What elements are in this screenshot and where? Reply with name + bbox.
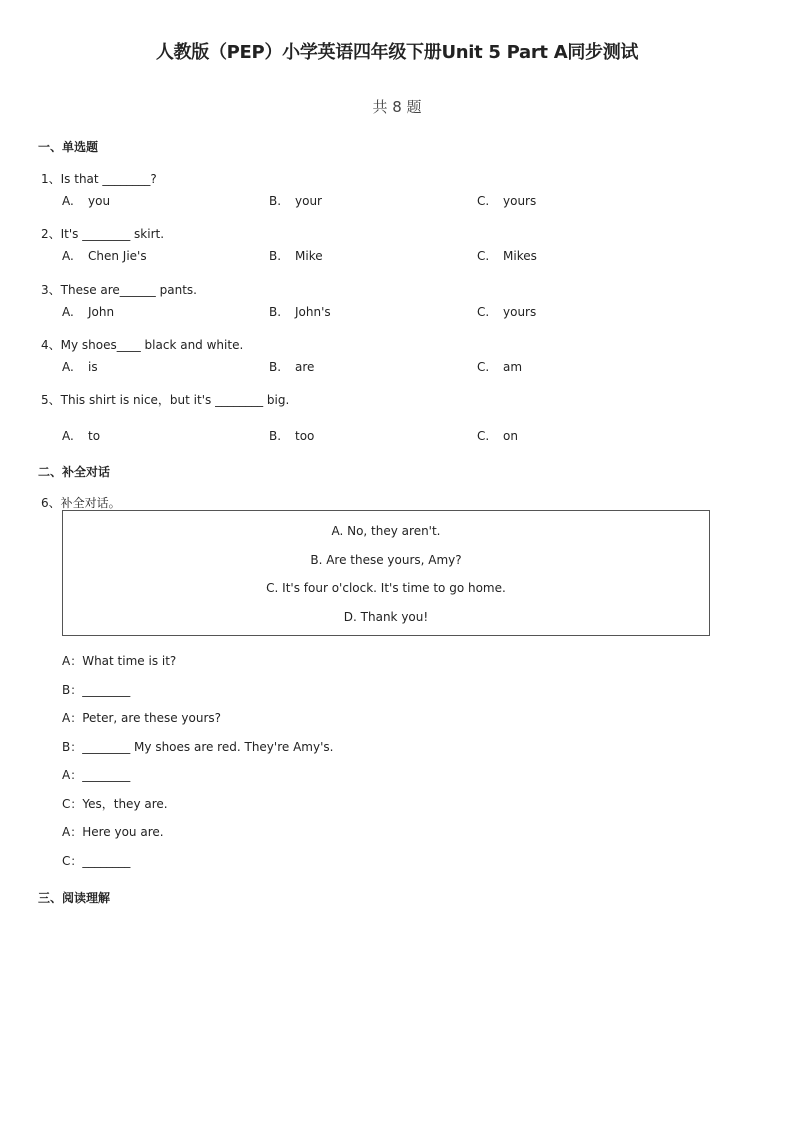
dialog-line: B：________ My shoes are red. They're Amy's. xyxy=(62,740,334,754)
dialog-line: A：Peter, are these yours? xyxy=(62,711,222,725)
section-heading-reading: 三、阅读理解 xyxy=(38,891,111,905)
question-stem-4: 4、My shoes____ black and white. xyxy=(41,338,244,352)
dialog-choice-c: C. It's four o'clock. It's time to go home. xyxy=(266,581,506,595)
question-stem-2: 2、It's ________ skirt. xyxy=(41,227,165,241)
dialog-line: A：What time is it? xyxy=(62,654,177,668)
dialog-choice-d: D. Thank you! xyxy=(343,610,429,624)
option-a-q2: A. Chen Jie's xyxy=(62,249,147,263)
section-heading-single-choice: 一、单选题 xyxy=(38,140,99,154)
option-a-q3: A. John xyxy=(62,305,115,319)
dialog-line: A：Here you are. xyxy=(62,825,164,839)
dialog-line: C：________ xyxy=(62,854,131,868)
option-c-q5: C. on xyxy=(477,429,518,443)
dialog-choice-b: B. Are these yours, Amy? xyxy=(310,553,462,567)
option-c-q3: C. yours xyxy=(477,305,537,319)
question-stem-1: 1、Is that ________? xyxy=(41,172,157,186)
option-b-q3: B. John's xyxy=(269,305,331,319)
option-a-q1: A. you xyxy=(62,194,111,208)
question-stem-5: 5、This shirt is nice，but it's ________ big. xyxy=(41,393,290,407)
dialog-line: C：Yes，they are. xyxy=(62,797,168,811)
option-a-q4: A. is xyxy=(62,360,98,374)
dialog-line: A：________ xyxy=(62,768,131,782)
section-heading-dialog: 二、补全对话 xyxy=(38,465,111,479)
option-c-q4: C. am xyxy=(477,360,523,374)
dialog-choices-box xyxy=(62,510,710,636)
question-count: 共 8 题 xyxy=(372,98,422,116)
option-b-q5: B. too xyxy=(269,429,315,443)
page-title: 人教版（PEP）小学英语四年级下册Unit 5 Part A同步测试 xyxy=(155,42,639,63)
question-stem-6: 6、补全对话。 xyxy=(41,496,121,510)
option-b-q4: B. are xyxy=(269,360,315,374)
option-a-q5: A. to xyxy=(62,429,101,443)
dialog-choice-a: A. No, they aren't. xyxy=(331,524,441,538)
dialog-line: B：________ xyxy=(62,683,131,697)
option-c-q2: C. Mikes xyxy=(477,249,537,263)
option-b-q2: B. Mike xyxy=(269,249,323,263)
question-stem-3: 3、These are______ pants. xyxy=(41,283,197,297)
option-b-q1: B. your xyxy=(269,194,322,208)
option-c-q1: C. yours xyxy=(477,194,537,208)
